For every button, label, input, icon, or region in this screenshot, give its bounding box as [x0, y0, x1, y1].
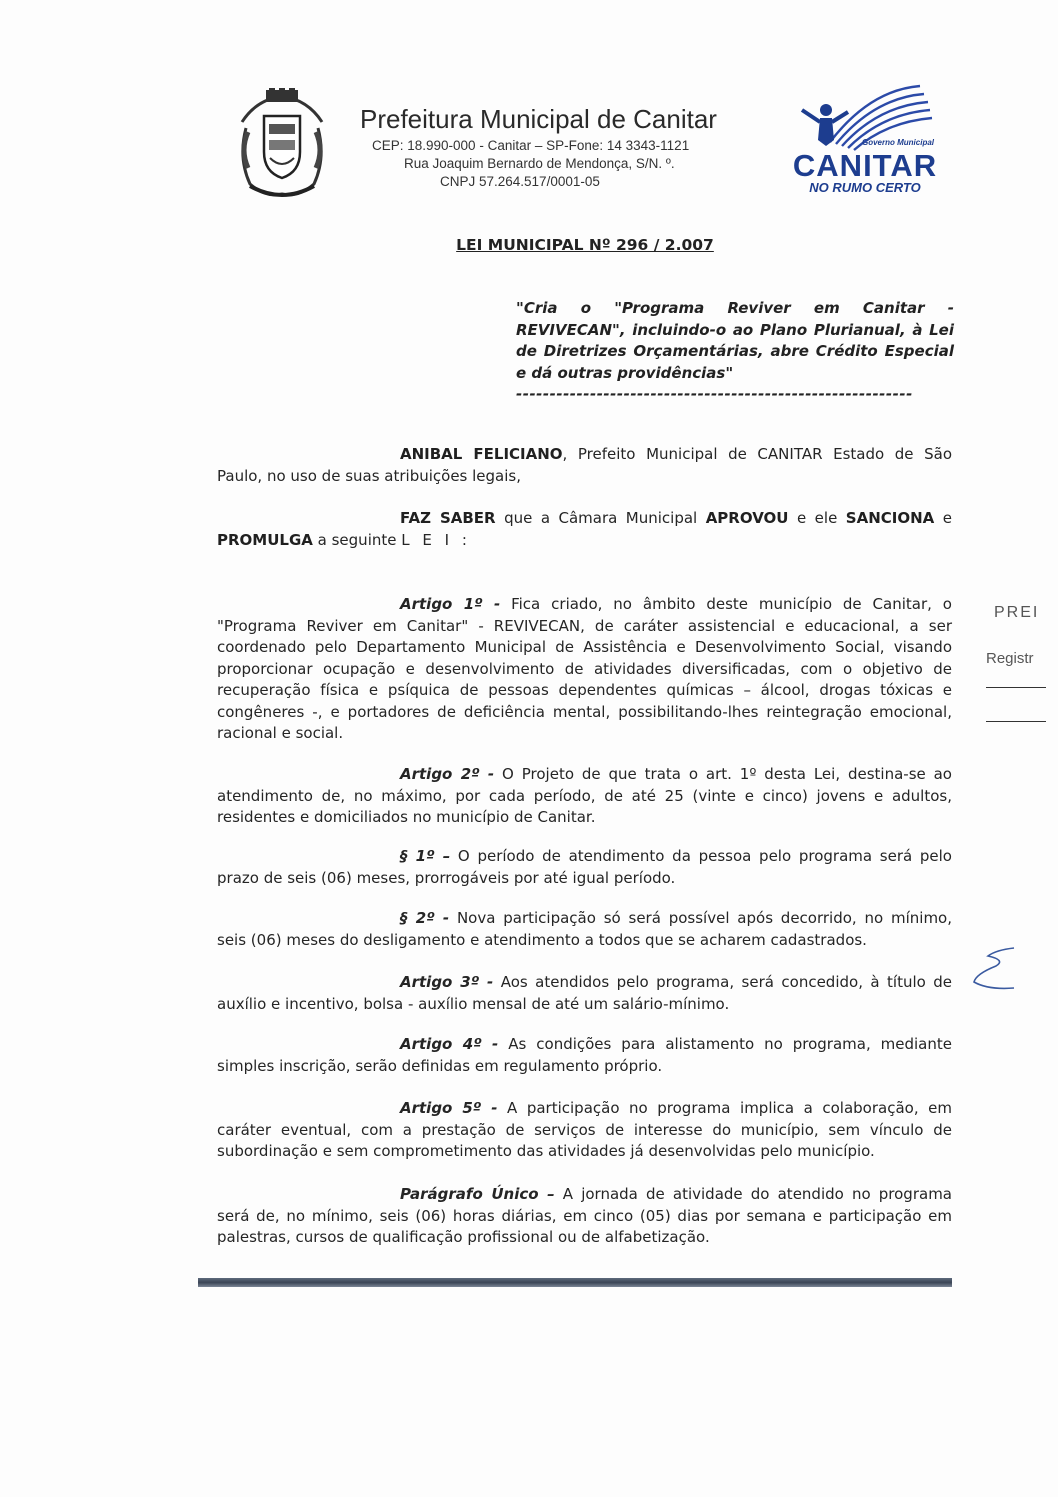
sole-paragraph-text: A jornada de atividade do atendido no programa será de, no mínimo, seis (06) horas diárias, em cinco (05) dias por semana e participação em palestras, cursos de qualificação profissional ou de alfabetização. [217, 1185, 952, 1246]
header-title: Prefeitura Municipal de Canitar [360, 104, 717, 134]
article-1-label: Artigo 1º - [400, 595, 501, 613]
enactment-lei: L E I : [401, 530, 471, 549]
article-1-text: Fica criado, no âmbito deste município de Canitar, o "Programa Reviver em Canitar" - REVIVECAN, de caráter assistencial e educacional, a ser coordenado pelo Departamento Municipal de Assistência e Desenvolvimento Social, visando proporcionar ocupação e desenvolvimento de atividades diversificadas, com o objetivo de recuperação física e psíquica de pessoas dependentes químicas – álcool, drogas tóxicas e congêneres -, e portadores de deficiência mental, possibilitando-lhes reintegração emocional, racional e social. [217, 595, 952, 742]
header-cnpj: CNPJ 57.264.517/0001-05 [440, 174, 600, 189]
article-4 [217, 1034, 952, 1077]
margin-fragment-second: Registr [986, 650, 1034, 667]
sole-paragraph-label: Parágrafo Único – [400, 1185, 555, 1203]
margin-fragment-top: PREI [994, 604, 1040, 621]
logo-wordmark: CANITAR [792, 148, 938, 183]
footer-divider [198, 1278, 952, 1287]
article-5-sole-paragraph [217, 1184, 952, 1249]
municipal-crest-icon [236, 88, 328, 200]
article-5 [217, 1098, 952, 1163]
paragraph-2-text: Nova participação só será possível após decorrido, no mínimo, seis (06) meses do desligamento e atendimento a todos que se acharem cadastrados. [217, 909, 952, 949]
article-5-label: Artigo 5º - [400, 1099, 498, 1117]
header-address-line-1: CEP: 18.990-000 - Canitar – SP-Fone: 14 3343-1121 [372, 138, 690, 153]
enactment-text-2: e ele [788, 509, 846, 527]
paragraph-1-label: § 1º – [400, 847, 451, 865]
article-2 [217, 764, 952, 829]
logo-government-label: Governo Municipal [862, 138, 935, 147]
article-2-text: O Projeto de que trata o art. 1º desta Lei, destina-se ao atendimento de, no máximo, por cada período, de até 25 (vinte e cinco) jovens e adultos, residentes e domiciliados no município de Canitar. [217, 765, 952, 826]
enactment-text-4: a seguinte [312, 530, 402, 549]
article-2-label: Artigo 2º - [400, 765, 495, 783]
law-title: LEI MUNICIPAL Nº 296 / 2.007 [456, 236, 714, 254]
article-3-label: Artigo 3º - [400, 973, 494, 991]
article-1 [217, 594, 952, 745]
margin-rule-1 [986, 687, 1046, 688]
enactment-paragraph [217, 508, 952, 551]
summary-dash-line: ----------------------------------------------------------- [516, 385, 913, 403]
header-address-line-2: Rua Joaquim Bernardo de Mendonça, S/N. º. [404, 156, 675, 171]
enactment-bold-3: SANCIONA [845, 509, 935, 527]
article-2-paragraph-1 [217, 846, 952, 889]
handwritten-initial-mark [966, 944, 1022, 994]
article-2-paragraph-2 [217, 908, 952, 951]
law-summary-text: "Cria o "Programa Reviver em Canitar - REVIVECAN", incluindo-o ao Plano Plurianual, à Lei de Diretrizes Orçamentárias, abre Crédito Especial e dá outras providências" [516, 299, 954, 382]
enactment-bold-1: FAZ SABER [400, 509, 496, 527]
mayor-name: ANIBAL FELICIANO [400, 445, 563, 463]
logo-slogan: NO RUMO CERTO [809, 180, 921, 195]
law-summary [516, 298, 954, 406]
paragraph-2-label: § 2º - [400, 909, 450, 927]
paragraph-1-text: O período de atendimento da pessoa pelo programa será pelo prazo de seis (06) meses, prorrogáveis por até igual período. [217, 847, 952, 887]
enactment-text-1: que a Câmara Municipal [495, 509, 706, 527]
article-3-text: Aos atendidos pelo programa, será concedido, à título de auxílio e incentivo, bolsa - auxílio mensal de até um salário-mínimo. [217, 973, 953, 1013]
article-4-label: Artigo 4º - [400, 1035, 499, 1053]
article-4-text: As condições para alistamento no programa, mediante simples inscrição, serão definidas em regulamento próprio. [217, 1035, 952, 1075]
article-3 [217, 972, 952, 1015]
intro-paragraph [217, 444, 952, 487]
margin-rule-2 [986, 721, 1046, 722]
enactment-bold-4: PROMULGA [217, 530, 313, 549]
enactment-text-3: e [934, 509, 952, 527]
enactment-bold-2: APROVOU [705, 509, 789, 527]
intro-text: , Prefeito Municipal de CANITAR Estado de São Paulo, no uso de suas atribuições legais, [217, 445, 952, 485]
article-5-text: A participação no programa implica a colaboração, em caráter eventual, com a prestação de serviços de interesse do município, sem vínculo de subordinação e sem comprometimento das atividades já desenvolvidas pelo município. [217, 1099, 952, 1160]
